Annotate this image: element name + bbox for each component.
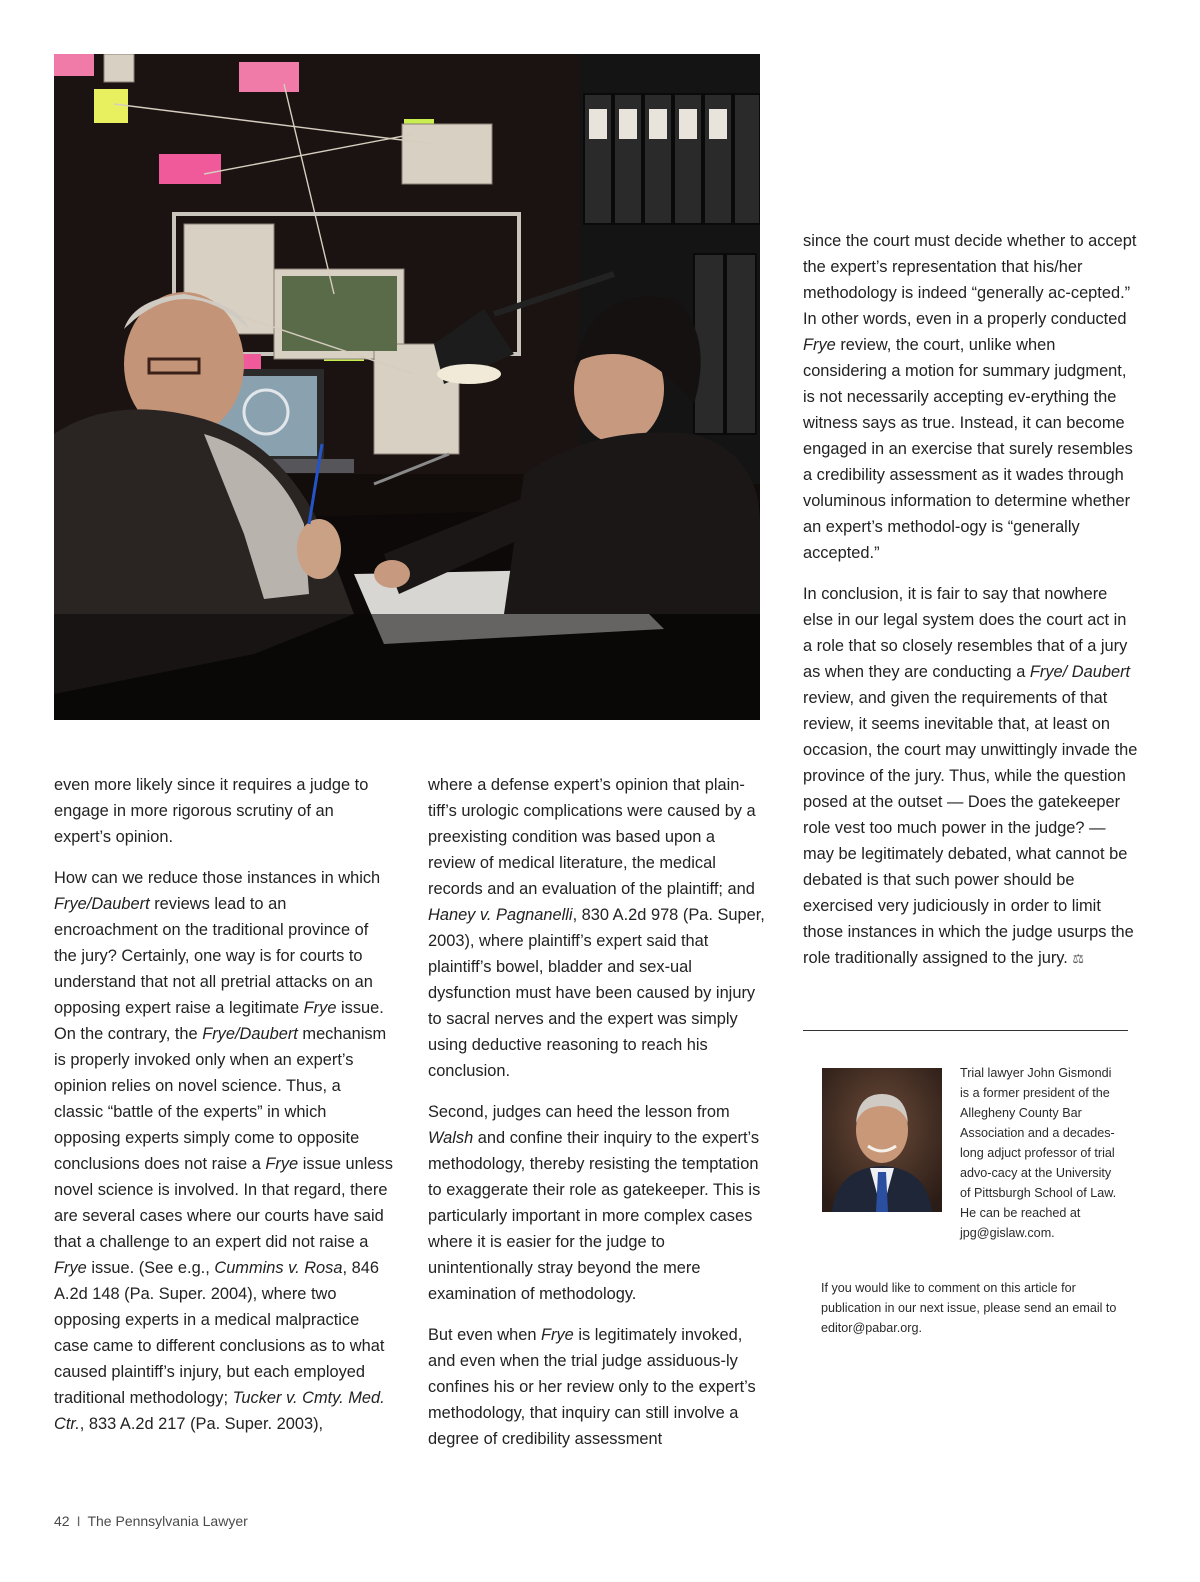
author-portrait-illustration	[822, 1068, 942, 1212]
text-run: and confine their inquiry to the expert’s methodology, thereby resisting the temptation to exaggerate their role as gatekeeper. This is particularly important in more complex cases where it is easier for the judge to unintentionally stray beyond the mere examination of methodology.	[428, 1129, 761, 1303]
text-run: mechanism is properly invoked only when an expert’s opinion relies on novel science. Thus, a classic “battle of the experts” in which opposing experts simply come to opposite conclusions does not raise a	[54, 1025, 387, 1173]
col1-paragraph-1	[54, 772, 394, 850]
text-run: , 830 A.2d 978 (Pa. Super, 2003), where plaintiff’s expert said that plaintiff’s bowel, bladder and sex-ual dysfunction must have been caused by injury to sacral nerves and the expert was simply using deductive reasoning to reach his conclusion.	[428, 906, 765, 1080]
text-run: is legitimately invoked, and even when the trial judge assiduous-ly confines his or her review only to the expert’s methodology, that inquiry can still involve a degree of credibility assessment	[428, 1326, 756, 1448]
col3-paragraph-1	[803, 228, 1139, 566]
text-run: since the court must decide whether to accept the expert’s representation that his/her methodology is indeed “generally ac-cepted.” In other words, even in a properly conducted	[803, 232, 1137, 328]
text-run: reviews lead to an encroachment on the traditional province of the jury? Certainly, one way is for courts to understand that not all pretrial attacks on an opposing expert raise a legitimate	[54, 895, 373, 1017]
text-run: How can we reduce those instances in which	[54, 869, 381, 887]
article-photo	[54, 54, 760, 720]
italic-term: Frye	[265, 1155, 299, 1173]
scales-end-icon: ⚖	[1072, 951, 1085, 966]
case-citation: Tucker v. Cmty. Med. Ctr.	[54, 1389, 385, 1433]
col2-paragraph-1	[428, 772, 766, 1084]
page-number: 42	[54, 1513, 70, 1529]
text-run: issue. (See e.g.,	[86, 1259, 215, 1277]
text-run: issue. On the contrary, the	[54, 999, 384, 1043]
italic-term: Frye/Daubert	[54, 895, 150, 913]
text-run: where a defense expert’s opinion that plain-tiff’s urologic complications were caused by a preexisting condition was based upon a review of medical literature, the medical records and an evaluation of the plaintiff; and	[428, 776, 756, 898]
text-run: , 846 A.2d 148 (Pa. Super. 2004), where two opposing experts in a medical malpractice case came to different conclusions as to what caused plaintiff’s injury, but each employed traditional methodology;	[54, 1259, 385, 1407]
author-headshot	[822, 1068, 942, 1212]
text-run: In conclusion, it is fair to say that nowhere else in our legal system does the court act in a role that so closely resembles that of a jury as when they are conducting a	[803, 585, 1128, 681]
italic-term: Frye	[303, 999, 337, 1017]
col2-paragraph-3	[428, 1322, 766, 1452]
page-footer	[54, 1512, 248, 1530]
italic-term: Frye	[803, 336, 836, 354]
text-run: But even when	[428, 1326, 541, 1344]
section-divider	[803, 1030, 1128, 1031]
article-column-2	[428, 772, 766, 1452]
article-column-1	[54, 772, 394, 1437]
italic-term: Frye/Daubert	[202, 1025, 298, 1043]
col1-p1-text: even more likely since it requires a judge to engage in more rigorous scrutiny of an expert’s opinion.	[54, 776, 369, 846]
text-run: issue unless novel science is involved. In that regard, there are several cases where our courts have said that a challenge to an expert did not raise a	[54, 1155, 393, 1251]
footer-separator: I	[76, 1513, 81, 1529]
col3-paragraph-2	[803, 581, 1139, 972]
italic-term: Frye	[54, 1259, 87, 1277]
col1-paragraph-2	[54, 865, 394, 1437]
text-run: Second, judges can heed the lesson from	[428, 1103, 730, 1121]
text-run: , 833 A.2d 217 (Pa. Super. 2003),	[79, 1415, 324, 1433]
article-column-3	[803, 228, 1139, 972]
comment-invitation: If you would like to comment on this article for publication in our next issue, please send an email to editor@pabar.org.	[821, 1281, 1117, 1335]
investigators-photo-illustration	[54, 54, 760, 720]
col2-paragraph-2	[428, 1099, 766, 1307]
case-citation: Cummins v. Rosa	[214, 1259, 343, 1277]
case-citation: Walsh	[428, 1129, 474, 1147]
text-run: review, and given the requirements of that review, it seems inevitable that, at least on occasion, the court may unwittingly invade the province of the jury. Thus, while the question posed at the outset — Does the gatekeeper role vest too much power in the judge? — may be legitimately debated, what cannot be debated is that such power should be exercised very judiciously in order to limit those instances in which the judge usurps the role traditionally assigned to the jury.	[803, 689, 1138, 967]
text-run: review, the court, unlike when considering a motion for summary judgment, is not necessarily accepting ev-erything the witness says as true. Instead, it can become engaged in an exercise that surely resembles a credibility assessment as it wades through voluminous information to determine whether an expert’s methodol-ogy is “generally accepted.”	[803, 336, 1133, 562]
case-citation: Haney v. Pagnanelli	[428, 906, 573, 924]
italic-term: Frye/ Daubert	[1029, 663, 1131, 681]
author-bio: Trial lawyer John Gismondi is a former president of the Allegheny County Bar Association and a decades-long adjuct professor of trial advo-cacy at the University of Pittsburgh School of Law. He can be reached at jpg@gislaw.com.	[960, 1066, 1117, 1240]
publication-name: The Pennsylvania Lawyer	[87, 1513, 248, 1529]
italic-term: Frye	[541, 1326, 574, 1344]
